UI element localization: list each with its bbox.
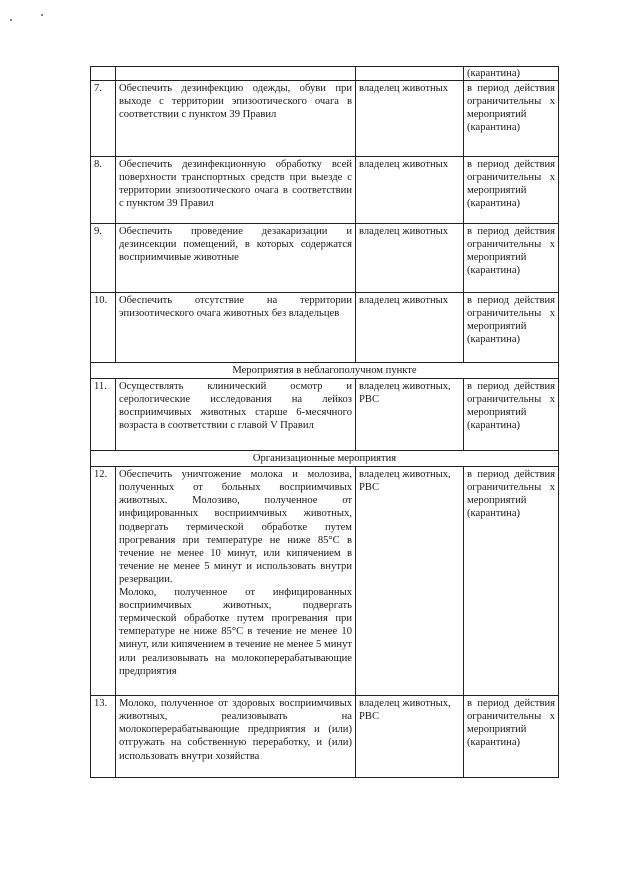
term-cell: в период действия ограничительны х мероприятий (карантина) bbox=[464, 224, 559, 293]
section-row bbox=[91, 451, 559, 467]
term-cell: в период действия ограничительны х мероприятий (карантина) bbox=[464, 293, 559, 363]
measure-paragraph: Обеспечить уничтожение молока и молозива, полученных от больных восприимчивых животных. Молозиво, полученное от инфицированных восприимчивых животных, подвергать термической обработке путем прогревания при температуре не ниже 85°С в течение не менее 10 минут, или кипячением в течение не менее 5 минут и использовать внутри резервации. bbox=[119, 469, 352, 585]
row-number bbox=[91, 67, 116, 81]
table-row bbox=[91, 81, 559, 157]
term-cell: в период действия ограничительны х мероприятий (карантина) bbox=[464, 379, 559, 451]
scan-speck bbox=[10, 19, 12, 21]
measures-table bbox=[90, 66, 559, 778]
responsible-cell: владелец животных, РВС bbox=[356, 696, 464, 778]
measure-paragraph: Молоко, полученное от инфицированных восприимчивых животных, подвергать термической обработке путем прогревания при температуре не ниже 85°С в течение не менее 10 минут, или кипячением в течение не менее 5 минут или реализовывать на молокоперерабатывающие предприятия bbox=[119, 587, 352, 677]
section-heading: Организационные мероприятия bbox=[91, 451, 559, 467]
responsible-cell: владелец животных bbox=[356, 293, 464, 363]
table-row bbox=[91, 67, 559, 81]
row-number: 8. bbox=[91, 157, 116, 224]
term-cell: в период действия ограничительны х мероприятий (карантина) bbox=[464, 81, 559, 157]
section-heading: Мероприятия в неблагополучном пункте bbox=[91, 363, 559, 379]
responsible-cell: владелец животных bbox=[356, 81, 464, 157]
measure-cell bbox=[116, 67, 356, 81]
scan-speck bbox=[41, 14, 43, 16]
measure-cell: Обеспечить отсутствие на территории эпизоотического очага животных без владельцев bbox=[116, 293, 356, 363]
responsible-cell bbox=[356, 67, 464, 81]
table-row bbox=[91, 696, 559, 778]
row-number: 13. bbox=[91, 696, 116, 778]
table-row bbox=[91, 467, 559, 696]
row-number: 9. bbox=[91, 224, 116, 293]
measure-cell: Осуществлять клинический осмотр и серологические исследования на лейкоз восприимчивых животных старше 6-месячного возраста в соответствии с главой V Правил bbox=[116, 379, 356, 451]
measure-cell: Обеспечить дезинфекционную обработку всей поверхности транспортных средств при выезде с территории эпизоотического очага в соответствии с пунктом 39 Правил bbox=[116, 157, 356, 224]
row-number: 7. bbox=[91, 81, 116, 157]
row-number: 11. bbox=[91, 379, 116, 451]
term-cell: (карантина) bbox=[464, 67, 559, 81]
table-row bbox=[91, 157, 559, 224]
table-row bbox=[91, 224, 559, 293]
section-row bbox=[91, 363, 559, 379]
row-number: 12. bbox=[91, 467, 116, 696]
responsible-cell: владелец животных bbox=[356, 224, 464, 293]
responsible-cell: владелец животных, РВС bbox=[356, 467, 464, 696]
measure-cell bbox=[116, 467, 356, 696]
table-row bbox=[91, 379, 559, 451]
term-cell: в период действия ограничительны х мероприятий (карантина) bbox=[464, 467, 559, 696]
measure-cell: Обеспечить проведение дезакаризации и дезинсекции помещений, в которых содержатся восприимчивые животные bbox=[116, 224, 356, 293]
row-number: 10. bbox=[91, 293, 116, 363]
measure-cell: Молоко, полученное от здоровых восприимчивых животных, реализовывать на молокоперерабатывающие предприятия и (или) отгружать на собственную переработку, и (или) использовать внутри хозяйства bbox=[116, 696, 356, 778]
responsible-cell: владелец животных bbox=[356, 157, 464, 224]
measure-cell: Обеспечить дезинфекцию одежды, обуви при выходе с территории эпизоотического очага в соответствии с пунктом 39 Правил bbox=[116, 81, 356, 157]
term-cell: в период действия ограничительны х мероприятий (карантина) bbox=[464, 696, 559, 778]
table-row bbox=[91, 293, 559, 363]
term-cell: в период действия ограничительны х мероприятий (карантина) bbox=[464, 157, 559, 224]
responsible-cell: владелец животных, РВС bbox=[356, 379, 464, 451]
